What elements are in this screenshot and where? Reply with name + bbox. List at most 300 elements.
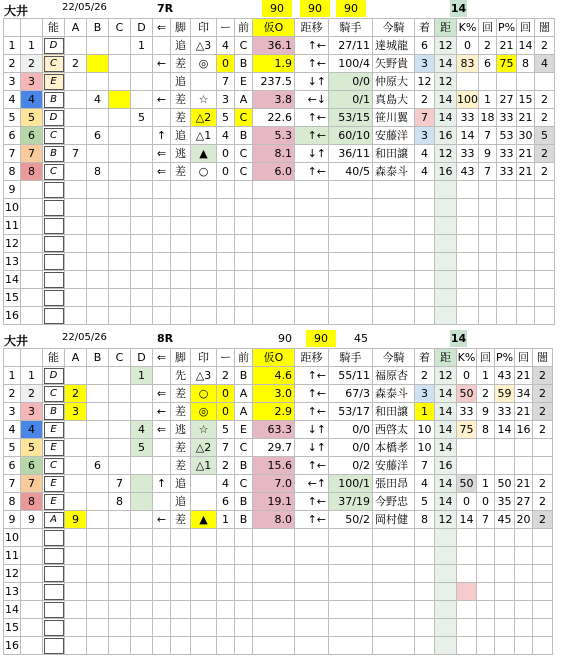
column-header: 着 — [415, 349, 435, 367]
cell-waku: 6 — [21, 457, 43, 475]
cell-dist: 12 — [435, 73, 457, 91]
horse-row[interactable] — [4, 385, 553, 403]
column-header — [4, 349, 21, 367]
cell-arrow — [153, 367, 171, 385]
cell-a — [65, 475, 87, 493]
cell-kari: 63.3 — [253, 421, 295, 439]
cell-d — [131, 403, 153, 421]
cell-arrow — [153, 529, 171, 547]
cell-yami — [533, 601, 553, 619]
cell-k1: 7 — [479, 163, 497, 181]
cell-mae: B — [235, 127, 253, 145]
cell-waku: 9 — [21, 511, 43, 529]
cell-b — [87, 367, 109, 385]
cell-yami: 2 — [535, 91, 555, 109]
cell-c — [109, 73, 131, 91]
horse-row[interactable] — [4, 127, 555, 145]
cell-kyaku — [171, 235, 191, 253]
horse-row[interactable] — [4, 163, 555, 181]
cell-kp — [457, 601, 477, 619]
cell-kyori — [295, 271, 329, 289]
cell-dist: 14 — [435, 421, 457, 439]
cell-kp: 0 — [457, 37, 479, 55]
cell-shirushi: ○ — [191, 163, 217, 181]
cell-waku: 1 — [21, 367, 43, 385]
cell-d — [131, 55, 153, 73]
cell-k2 — [517, 253, 535, 271]
cell-dash — [217, 253, 235, 271]
cell-waku — [21, 583, 43, 601]
cell-mae: B — [235, 55, 253, 73]
empty-row — [4, 289, 555, 307]
cell-no: 13 — [4, 253, 21, 271]
cell-b — [87, 385, 109, 403]
cell-kishu — [329, 529, 373, 547]
cell-noh: E — [43, 439, 65, 457]
cell-kyori: ↓↑ — [295, 421, 329, 439]
horse-row[interactable] — [4, 145, 555, 163]
cell-k1 — [477, 637, 495, 655]
cell-no: 3 — [4, 73, 21, 91]
cell-dist — [435, 235, 457, 253]
cell-pp — [497, 181, 517, 199]
cell-k1 — [477, 619, 495, 637]
cell-noh: B — [43, 145, 65, 163]
cell-yami — [535, 181, 555, 199]
cell-k2: 34 — [515, 385, 533, 403]
cell-arrow — [153, 457, 171, 475]
cell-dist — [435, 217, 457, 235]
cell-mae: C — [235, 109, 253, 127]
cell-b — [87, 529, 109, 547]
cell-b — [87, 421, 109, 439]
cell-yami: 2 — [535, 145, 555, 163]
empty-row — [4, 217, 555, 235]
cell-noh — [43, 253, 65, 271]
horse-row[interactable] — [4, 457, 553, 475]
cell-no: 10 — [4, 529, 21, 547]
empty-row — [4, 619, 553, 637]
cell-arrow — [153, 583, 171, 601]
cell-yami — [535, 73, 555, 91]
cell-kyori: ↑← — [295, 511, 329, 529]
cell-a — [65, 493, 87, 511]
cell-k1 — [479, 289, 497, 307]
cell-no: 16 — [4, 637, 21, 655]
cell-pp: 50 — [495, 475, 515, 493]
cell-waku: 2 — [21, 55, 43, 73]
cell-no: 11 — [4, 547, 21, 565]
cell-b — [87, 547, 109, 565]
cell-waku: 1 — [21, 37, 43, 55]
cell-dash: 0 — [217, 385, 235, 403]
cell-kp — [457, 457, 477, 475]
cell-noh — [43, 619, 65, 637]
cell-kari: 8.1 — [253, 145, 295, 163]
cell-no: 12 — [4, 565, 21, 583]
column-header: B — [87, 19, 109, 37]
cell-d — [131, 73, 153, 91]
cell-kyaku: 差 — [171, 457, 191, 475]
empty-row — [4, 253, 555, 271]
cell-pp — [495, 583, 515, 601]
cell-a — [65, 421, 87, 439]
cell-kishu: 37/19 — [329, 493, 373, 511]
cell-chaku — [415, 271, 435, 289]
cell-kp — [457, 583, 477, 601]
cell-kishu: 100/4 — [329, 55, 373, 73]
cell-pp — [495, 619, 515, 637]
cell-dash — [217, 619, 235, 637]
distance-header: 14 — [450, 332, 467, 345]
cell-yami: 2 — [533, 403, 553, 421]
cell-a — [65, 91, 87, 109]
cell-mae — [235, 181, 253, 199]
column-header: 仮O — [253, 19, 295, 37]
cell-kishu: 100/1 — [329, 475, 373, 493]
cell-chaku: 5 — [415, 493, 435, 511]
horse-row[interactable] — [4, 439, 553, 457]
cell-imaki: 岡村健 — [373, 511, 415, 529]
cell-waku: 5 — [21, 439, 43, 457]
cell-yami — [535, 253, 555, 271]
cell-shirushi — [191, 253, 217, 271]
cell-mae: E — [235, 73, 253, 91]
cell-chaku: 3 — [415, 55, 435, 73]
cell-arrow — [153, 493, 171, 511]
empty-row — [4, 235, 555, 253]
cell-waku — [21, 547, 43, 565]
cell-kp: 14 — [457, 511, 477, 529]
cell-b — [87, 271, 109, 289]
cell-mae — [235, 529, 253, 547]
cell-imaki — [373, 217, 415, 235]
cell-k1 — [477, 565, 495, 583]
empty-row — [4, 565, 553, 583]
cell-c — [109, 619, 131, 637]
cell-arrow — [153, 271, 171, 289]
cell-k1: 7 — [479, 127, 497, 145]
cell-a — [65, 127, 87, 145]
cell-kishu — [329, 217, 373, 235]
cell-mae — [235, 619, 253, 637]
cell-mae: C — [235, 439, 253, 457]
horse-row[interactable] — [4, 511, 553, 529]
cell-kishu: 40/5 — [329, 163, 373, 181]
cell-kishu: 53/15 — [329, 109, 373, 127]
cell-c — [109, 565, 131, 583]
empty-row — [4, 529, 553, 547]
cell-pp: 33 — [495, 403, 515, 421]
horse-row[interactable] — [4, 475, 553, 493]
cell-dash: 5 — [217, 109, 235, 127]
cell-k2: 21 — [515, 403, 533, 421]
cell-noh — [43, 199, 65, 217]
cell-k2 — [515, 529, 533, 547]
cell-k1 — [479, 217, 497, 235]
race-header — [0, 0, 578, 18]
column-header: ー — [217, 349, 235, 367]
column-header: 印 — [191, 19, 217, 37]
cell-d — [131, 289, 153, 307]
cell-kyori — [295, 637, 329, 655]
cell-d — [131, 253, 153, 271]
column-header: P% — [495, 349, 515, 367]
cell-pp — [497, 235, 517, 253]
cell-kari — [253, 619, 295, 637]
cell-no: 5 — [4, 109, 21, 127]
cell-dist: 12 — [435, 367, 457, 385]
cell-c — [109, 181, 131, 199]
cell-pp: 35 — [495, 493, 515, 511]
cell-c: 7 — [109, 475, 131, 493]
cell-noh — [43, 271, 65, 289]
cell-dist — [435, 637, 457, 655]
cell-imaki: 和田譲 — [373, 145, 415, 163]
cell-noh: C — [43, 163, 65, 181]
cell-k2 — [515, 601, 533, 619]
cell-chaku — [415, 619, 435, 637]
cell-k2 — [517, 235, 535, 253]
cell-waku — [21, 199, 43, 217]
cell-a — [65, 37, 87, 55]
cell-waku — [21, 235, 43, 253]
column-header: 着 — [415, 19, 435, 37]
column-header: 距 — [435, 349, 457, 367]
column-header: 印 — [191, 349, 217, 367]
cell-kari — [253, 565, 295, 583]
cell-d — [131, 547, 153, 565]
cell-imaki — [373, 307, 415, 325]
cell-imaki — [373, 271, 415, 289]
horse-row[interactable] — [4, 91, 555, 109]
cell-k2 — [517, 217, 535, 235]
cell-dash — [217, 601, 235, 619]
cell-arrow — [153, 235, 171, 253]
cell-dash — [217, 637, 235, 655]
cell-c — [109, 529, 131, 547]
cell-kp — [457, 547, 477, 565]
cell-kyaku — [171, 601, 191, 619]
cell-mae: A — [235, 385, 253, 403]
cell-c — [109, 307, 131, 325]
cell-a: 2 — [65, 385, 87, 403]
cell-shirushi — [191, 217, 217, 235]
cell-kp: 0 — [457, 493, 477, 511]
cell-k2 — [517, 199, 535, 217]
cell-d — [131, 601, 153, 619]
cell-waku: 6 — [21, 127, 43, 145]
cell-noh — [43, 547, 65, 565]
cell-a — [65, 271, 87, 289]
empty-row — [4, 199, 555, 217]
cell-mae — [235, 253, 253, 271]
cell-dist: 14 — [435, 385, 457, 403]
cell-noh: C — [43, 55, 65, 73]
cell-k2 — [515, 457, 533, 475]
cell-kp — [457, 217, 479, 235]
cell-kari: 3.8 — [253, 91, 295, 109]
cell-a — [65, 637, 87, 655]
cell-waku: 4 — [21, 91, 43, 109]
cell-kishu: 60/10 — [329, 127, 373, 145]
horse-row[interactable] — [4, 55, 555, 73]
cell-imaki — [373, 619, 415, 637]
cell-chaku — [415, 289, 435, 307]
cell-mae — [235, 235, 253, 253]
cell-pp — [497, 253, 517, 271]
cell-dist: 12 — [435, 511, 457, 529]
cell-k2 — [515, 439, 533, 457]
horse-row[interactable] — [4, 367, 553, 385]
cell-b — [87, 73, 109, 91]
cell-yami: 2 — [533, 385, 553, 403]
cell-arrow: ← — [153, 91, 171, 109]
cell-c — [109, 217, 131, 235]
cell-dist — [435, 601, 457, 619]
cell-imaki: 張田昂 — [373, 475, 415, 493]
cell-d: 5 — [131, 109, 153, 127]
cell-yami — [533, 439, 553, 457]
cell-shirushi: △3 — [191, 367, 217, 385]
cell-d — [131, 181, 153, 199]
cell-b — [87, 493, 109, 511]
cell-c: 8 — [109, 493, 131, 511]
cell-mae — [235, 547, 253, 565]
cell-b — [87, 181, 109, 199]
column-header: 脚 — [171, 349, 191, 367]
cell-mae — [235, 565, 253, 583]
cell-shirushi: ☆ — [191, 421, 217, 439]
cell-kishu: 50/2 — [329, 511, 373, 529]
cell-dash: 7 — [217, 439, 235, 457]
cell-kyaku: 追 — [171, 493, 191, 511]
cell-kyaku: 差 — [171, 55, 191, 73]
cell-dash: 0 — [217, 163, 235, 181]
cell-c — [109, 601, 131, 619]
cell-kyori — [295, 565, 329, 583]
cell-kyori: ↑← — [295, 163, 329, 181]
cell-k2: 8 — [517, 55, 535, 73]
cell-shirushi: ◎ — [191, 403, 217, 421]
horse-row[interactable] — [4, 493, 553, 511]
column-header — [4, 19, 21, 37]
cell-pp: 59 — [495, 385, 515, 403]
cell-kyaku: 差 — [171, 511, 191, 529]
cell-k1: 0 — [477, 493, 495, 511]
cell-d: 4 — [131, 421, 153, 439]
cell-chaku: 4 — [415, 163, 435, 181]
cell-c — [109, 547, 131, 565]
cell-c — [109, 289, 131, 307]
cell-kp: 100 — [457, 91, 479, 109]
cell-c — [109, 55, 131, 73]
race-number: 8R — [157, 332, 174, 345]
cell-imaki: 仲原大 — [373, 73, 415, 91]
empty-row — [4, 271, 555, 289]
cell-kp — [457, 619, 477, 637]
cell-noh — [43, 235, 65, 253]
cell-kp — [457, 199, 479, 217]
cell-c — [109, 109, 131, 127]
cell-yami — [535, 199, 555, 217]
cell-kyaku: 差 — [171, 91, 191, 109]
cell-kyori — [295, 289, 329, 307]
cell-pp — [497, 73, 517, 91]
cell-dash — [217, 217, 235, 235]
cell-k1 — [479, 181, 497, 199]
cell-noh: E — [43, 73, 65, 91]
cell-mae: C — [235, 37, 253, 55]
cell-no: 12 — [4, 235, 21, 253]
cell-imaki — [373, 565, 415, 583]
column-header: 距移 — [295, 349, 329, 367]
distance-header: 14 — [450, 2, 467, 15]
cell-k2: 21 — [517, 163, 535, 181]
cell-chaku — [415, 217, 435, 235]
cell-a — [65, 367, 87, 385]
cell-waku: 8 — [21, 163, 43, 181]
column-header — [21, 19, 43, 37]
cell-kyori: ↑← — [295, 457, 329, 475]
cell-d — [131, 619, 153, 637]
cell-kyaku — [171, 565, 191, 583]
column-header: 回 — [515, 349, 533, 367]
horse-row[interactable] — [4, 109, 555, 127]
cell-dist — [435, 529, 457, 547]
cell-arrow — [153, 307, 171, 325]
cell-yami — [535, 307, 555, 325]
cell-chaku: 8 — [415, 511, 435, 529]
cell-shirushi — [191, 181, 217, 199]
cell-chaku: 10 — [415, 439, 435, 457]
cell-pp — [497, 217, 517, 235]
cell-arrow — [153, 37, 171, 55]
cell-k2 — [515, 547, 533, 565]
cell-k2 — [517, 181, 535, 199]
cell-shirushi — [191, 583, 217, 601]
horse-row[interactable] — [4, 37, 555, 55]
cell-dash: 4 — [217, 475, 235, 493]
cell-mae: C — [235, 475, 253, 493]
cell-k2 — [517, 73, 535, 91]
cell-arrow — [153, 109, 171, 127]
cell-kishu — [329, 637, 373, 655]
cell-noh: E — [43, 493, 65, 511]
column-header: 仮O — [253, 349, 295, 367]
column-header: 能 — [43, 349, 65, 367]
horse-row[interactable] — [4, 73, 555, 91]
cell-arrow: ⇐ — [153, 421, 171, 439]
cell-k1: 8 — [477, 421, 495, 439]
column-header: ー — [217, 19, 235, 37]
cell-shirushi: ▲ — [191, 511, 217, 529]
cell-imaki — [373, 583, 415, 601]
cell-yami: 2 — [533, 367, 553, 385]
cell-dash — [217, 235, 235, 253]
cell-shirushi — [191, 199, 217, 217]
cell-k1 — [479, 253, 497, 271]
cell-kari: 4.6 — [253, 367, 295, 385]
cell-a — [65, 181, 87, 199]
horse-row[interactable] — [4, 421, 553, 439]
horse-row[interactable] — [4, 403, 553, 421]
column-header: K% — [457, 349, 477, 367]
cell-c — [109, 37, 131, 55]
cell-a — [65, 439, 87, 457]
column-header: A — [65, 19, 87, 37]
cell-b: 8 — [87, 163, 109, 181]
